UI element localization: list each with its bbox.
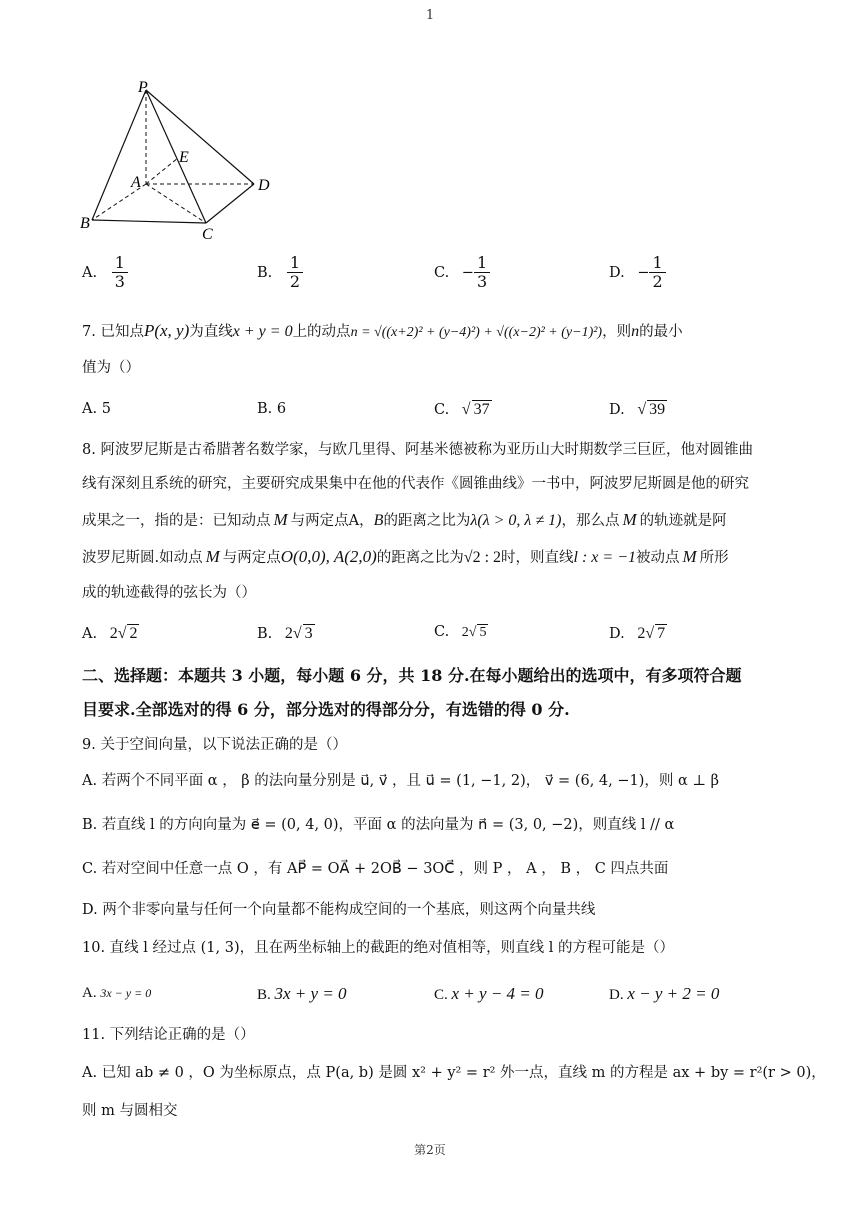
q9-option-a: A. 若两个不同平面 α ， β 的法向量分别是 u⃗, v⃗ ，且 u⃗ = (1, −1, 2)， v⃗ = (6, 4, −1)，则 α ⊥ β — [82, 773, 720, 789]
q8-line-1: 8. 阿波罗尼斯是古希腊著名数学家，与欧几里得、阿基米德被称为亚历山大时期数学三巨匠，他对圆锥曲 — [82, 442, 753, 458]
q6-option-b: B. $\frac{1}{2}$ — [257, 254, 303, 292]
fraction: $\frac{1}{2}$ — [649, 254, 665, 292]
q10-option-b: B. 3x + y = 0 — [257, 984, 347, 1003]
edge-PD — [146, 90, 254, 184]
q11-option-a-line-2: 则 m 与圆相交 — [82, 1103, 178, 1119]
edge-CD — [206, 184, 254, 223]
q6-option-c: C. − $\frac{1}{3}$ — [434, 254, 490, 292]
q7-option-b: B. 6 — [257, 401, 287, 417]
section-2-heading-line-1: 二、选择题：本题共 3 小题，每小题 6 分，共 18 分.在每小题给出的选项中，有多项符合题 — [82, 666, 742, 685]
label-D: D — [258, 177, 270, 194]
edge-PB — [92, 90, 146, 220]
fraction: $\frac{1}{3}$ — [474, 254, 490, 292]
edge-BC — [92, 220, 206, 223]
q9-option-d: D. 两个非零向量与任何一个向量都不能构成空间的一个基底，则这两个向量共线 — [82, 902, 596, 918]
label-A: A — [131, 174, 141, 191]
fraction: $\frac{1}{2}$ — [287, 254, 303, 292]
edge-AE — [146, 158, 178, 184]
q7-line-2: 值为（） — [82, 360, 140, 376]
q8-option-a: A. 2√ 2 — [82, 625, 138, 642]
q8-line-3: 成果之一，指的是：已知动点 M 与两定点A，B的距离之比为λ(λ > 0, λ ≠ 1)，那么点 M 的轨迹就是阿 — [82, 510, 727, 529]
q10-option-d: D. x − y + 2 = 0 — [609, 984, 720, 1003]
q8-option-b: B. 2√ 3 — [257, 625, 313, 642]
label-E: E — [179, 149, 189, 166]
page-top-number: 1 — [425, 8, 435, 23]
q8-line-4: 波罗尼斯圆.如动点 M 与两定点O(0,0), A(2,0)的距离之比为√2 : 2时，则直线l : x = −1被动点 M 所形 — [82, 547, 729, 566]
q8-option-d: D. 2√ 7 — [609, 625, 666, 642]
label-B: B — [80, 215, 90, 232]
q8-option-c: C. 2√ 5 — [434, 624, 487, 640]
q11-option-a-line-1: A. 已知 ab ≠ 0 ，O 为坐标原点，点 P(a, b) 是圆 x² + y² = r² 外一点，直线 m 的方程是 ax + by = r²(r > 0)， — [82, 1065, 826, 1081]
label-C: C — [202, 226, 213, 243]
label-P: P — [138, 79, 148, 96]
pyramid-figure — [78, 78, 278, 244]
q6-option-d: D. − $\frac{1}{2}$ — [609, 254, 666, 292]
q10-stem: 10. 直线 l 经过点 (1, 3)，且在两坐标轴上的截距的绝对值相等，则直线 l 的方程可能是（） — [82, 940, 674, 956]
q7-option-a: A. 5 — [82, 401, 111, 417]
q7-option-d: D. √ 39 — [609, 401, 666, 418]
q9-option-c: C. 若对空间中任意一点 O ，有 AP⃗ = OA⃗ + 2OB⃗ − 3OC⃗ ，则 P ， A ， B ， C 四点共面 — [82, 861, 669, 877]
q9-stem: 9. 关于空间向量，以下说法正确的是（） — [82, 737, 347, 753]
q9-option-b: B. 若直线 l 的方向向量为 e⃗ = (0, 4, 0)，平面 α 的法向量为 n⃗ = (3, 0, −2)，则直线 l // α — [82, 817, 675, 833]
q7-option-c: C. √ 37 — [434, 401, 490, 418]
page-footer: 第2页 — [414, 1143, 446, 1157]
section-2-heading-line-2: 目要求.全部选对的得 6 分，部分选对的得部分分，有选错的得 0 分. — [82, 700, 570, 719]
q7-line-1: 7. 已知点P(x, y)为直线x + y = 0上的动点n = √((x+2)² + (y−4)²) + √((x−2)² + (y−1)²)，则n的最小 — [82, 321, 683, 340]
q11-stem: 11. 下列结论正确的是（） — [82, 1027, 255, 1043]
q8-line-5: 成的轨迹截得的弦长为（） — [82, 585, 256, 601]
fraction: $\frac{1}{3}$ — [112, 254, 128, 292]
q6-option-a: A. $\frac{1}{3}$ — [82, 254, 128, 292]
q10-option-a: A. 3x − y = 0 — [82, 985, 152, 1001]
q10-option-c: C. x + y − 4 = 0 — [434, 984, 544, 1003]
q8-line-2: 线有深刻且系统的研究，主要研究成果集中在他的代表作《圆锥曲线》一书中，阿波罗尼斯圆是他的研究 — [82, 476, 749, 492]
